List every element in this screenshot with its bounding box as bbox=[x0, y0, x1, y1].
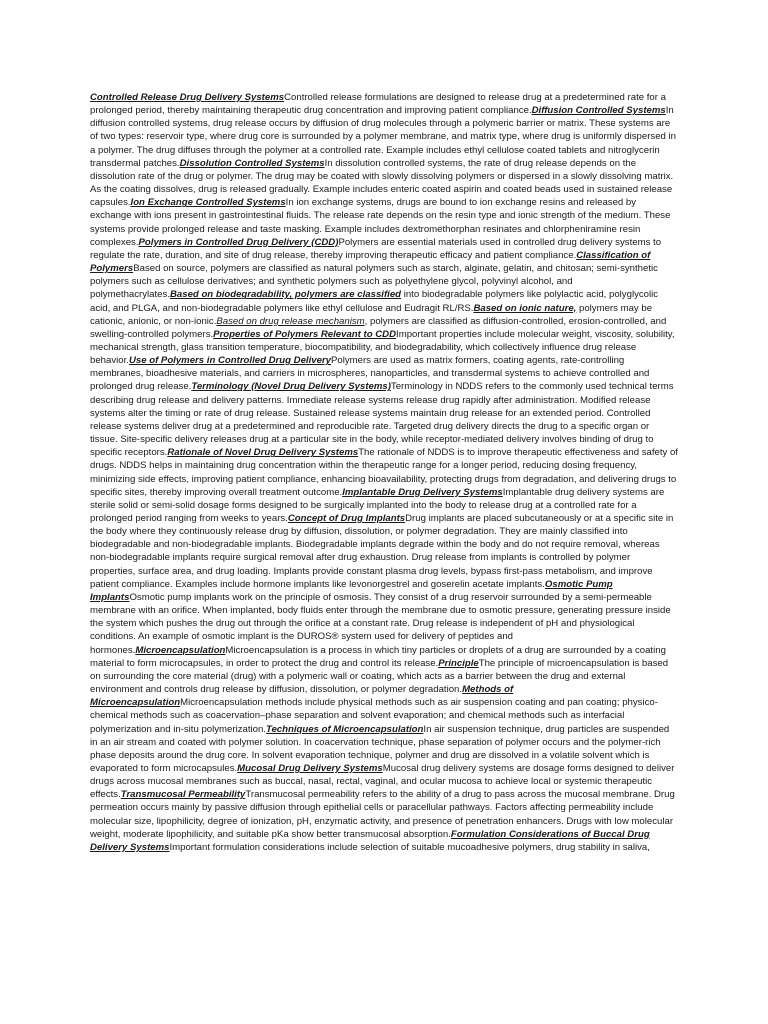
section-text: Mucosal drug delivery systems are dosage forms designed to deliver drugs across mucosal membranes such as buccal, nasal, rectal, vaginal, and ocular mucosa to achieve local or systemic therapeutic effects. bbox=[90, 762, 675, 801]
section-heading: Terminology (Novel Drug Delivery Systems) bbox=[191, 381, 391, 393]
section-heading: Use of Polymers in Controlled Drug Delivery bbox=[128, 355, 331, 367]
body-paragraph bbox=[90, 91, 678, 854]
section-text: , polymers are classified as diffusion-controlled, erosion-controlled, and swelling-controlled polymers. bbox=[90, 315, 667, 340]
section-heading: Techniques of Microencapsulation bbox=[265, 723, 424, 735]
section-heading: Ion Exchange Controlled Systems bbox=[130, 197, 286, 209]
document-page bbox=[90, 91, 678, 931]
section-heading: Transmucosal Permeability bbox=[120, 789, 246, 801]
section-heading: Osmotic Pump Implants bbox=[90, 578, 613, 603]
section-heading: Properties of Polymers Relevant to CDD bbox=[213, 328, 397, 340]
section-text: Microencapsulation methods include physical methods such as air suspension coating and pan coating; physico-chemical methods such as coacervation–phase separation and solvent evaporation; and chemical methods such as interfacial polymerization and in-situ polymerization. bbox=[90, 697, 658, 735]
section-text: In dissolution controlled systems, the rate of drug release depends on the dissolution rate of the drug or polymer. The drug may be coated with slowly dissolving polymers or dispersed in a slowly dissolving matrix. As the coating dissolves, drug is released gradually. Example includes enteric coated aspirin and coated beads used in sustained release capsules. bbox=[90, 157, 674, 209]
section-heading: Principle bbox=[438, 657, 479, 669]
section-text: The rationale of NDDS is to improve therapeutic effectiveness and safety of drugs. NDDS helps in maintaining drug concentration within the therapeutic range for a longer period, reducing dosing frequency, minimizing side effects, improving patient compliance, enhancing bioavailability, protecting drugs from degradation, and delivering drugs to specific sites, thereby improving overall treatment outcome. bbox=[90, 447, 678, 498]
section-heading: Concept of Drug Implants bbox=[287, 513, 406, 524]
section-heading: Classification of Polymers bbox=[90, 249, 651, 275]
section-text: Implantable drug delivery systems are sterile solid or semi-solid dosage forms designed to be surgically implanted into the body to release drug at a controlled rate for a prolonged period ranging from weeks to years. bbox=[90, 486, 665, 524]
section-heading: Methods of Microencapsulation bbox=[90, 684, 514, 709]
section-heading: Implantable Drug Delivery Systems bbox=[342, 486, 503, 498]
section-text: Drug implants are placed subcutaneously or at a specific site in the body where they continuously release drug by diffusion, dissolution, or polymer degradation. They are mainly classified into biodegradable and non-biodegradable implants. Biodegradable implants degrade within the body and do not require removal, whereas non-biodegradable implants require surgical removal after drug exhaustion. Drug release from implants is controlled by polymer properties, surface area, and drug loading. Implants provide constant plasma drug levels, bypass first-pass metabolism, and improve patient compliance. Examples include hormone implants like levonorgestrel and goserelin acetate implants. bbox=[90, 513, 674, 590]
section-text: polymers may be cationic, anionic, or non-ionic. bbox=[90, 302, 653, 327]
section-text: Osmotic pump implants work on the principle of osmosis. They consist of a drug reservoir surrounded by a semi-permeable membrane with an orifice. When implanted, body fluids enter through the membrane due to osmotic pressure, generating pressure inside the system which pushes the drug out through the orifice at a constant rate. Drug release is independent of pH and physiological conditions. An example of osmotic implant is the DUROS® system used for delivery of peptides and hormones. bbox=[90, 591, 671, 656]
section-text: In air suspension technique, drug particles are suspended in an air stream and coated with polymer solution. In coacervation technique, phase separation of polymer occurs and the polymer-rich phase deposits around the drug core. In solvent evaporation technique, polymer and drug are dissolved in a volatile solvent which is evaporated to form microcapsules. bbox=[90, 723, 670, 774]
section-heading: Based on ionic nature, bbox=[473, 302, 577, 314]
section-heading: Based on drug release mechanism bbox=[216, 315, 365, 327]
section-text: The principle of microencapsulation is based on surrounding the core material (drug) with a polymeric wall or coating, which acts as a barrier between the drug and external environment and controls drug release by diffusion, dissolution, or polymer degradation. bbox=[90, 657, 669, 696]
section-heading: Controlled Release Drug Delivery Systems bbox=[90, 92, 285, 103]
section-text: Polymers are used as matrix formers, coating agents, rate-controlling membranes, bioadhesive materials, and carriers in microspheres, nanoparticles, and transdermal systems to achieve controlled and prolonged drug release. bbox=[90, 355, 650, 393]
section-text: Microencapsulation is a process in which tiny particles or droplets of a drug are surrounded by a coating material to form microcapsules, in order to protect the drug and control its release. bbox=[90, 644, 666, 669]
section-heading: Microencapsulation bbox=[135, 644, 226, 656]
section-text: In diffusion controlled systems, drug release occurs by diffusion of drug molecules through a polymeric barrier or matrix. These systems are of two types: reservoir type, where drug core is surrounded by a polymer membrane, and matrix type, where drug is uniformly dispersed in a polymer. The drug diffuses through the polymer at a controlled rate. Example includes ethyl cellulose coated tablets and nitroglycerin transdermal patches. bbox=[90, 105, 677, 169]
section-heading: Polymers in Controlled Drug Delivery (CDD) bbox=[138, 236, 339, 248]
section-heading: Mucosal Drug Delivery Systems bbox=[237, 762, 383, 774]
section-text: Controlled release formulations are designed to release drug at a predetermined rate for a prolonged period, thereby maintaining therapeutic drug concentration and improving patient compliance. bbox=[90, 92, 666, 117]
section-text: Based on source, polymers are classified as natural polymers such as starch, alginate, gelatin, and chitosan; semi-synthetic polymers such as cellulose derivatives; and synthetic polymers such as polyethylene glycol, polyvinyl alcohol, and polymethacrylates. bbox=[90, 263, 658, 301]
section-text: Important properties include molecular weight, viscosity, solubility, mechanical strength, glass transition temperature, biocompatibility, and biodegradability, which collectively influence drug release behavior. bbox=[90, 328, 675, 367]
section-text: Polymers are essential materials used in controlled drug delivery systems to regulate the rate, duration, and site of drug release, thereby improving therapeutic efficacy and patient compliance. bbox=[90, 236, 662, 261]
section-heading: Dissolution Controlled Systems bbox=[179, 157, 325, 169]
section-heading: Rationale of Novel Drug Delivery Systems bbox=[167, 447, 359, 459]
section-text: In ion exchange systems, drugs are bound to ion exchange resins and released by exchange with ions present in gastrointestinal fluids. The release rate depends on the resin type and ionic strength of the medium. These systems provide prolonged release and taste masking. Example includes dextromethorphan resinates and chlorpheniramine resin complexes. bbox=[90, 197, 671, 248]
section-text: Transmucosal permeability refers to the ability of a drug to pass across the mucosal membrane. Drug permeation occurs mainly by passive diffusion through epithelial cells or paracellular pathways. Factors affecting permeability include molecular size, lipophilicity, degree of ionization, pH, enzymatic activity, and presence of penetration enhancers. Drugs with low molecular weight, moderate lipophilicity, and suitable pKa show better transmucosal absorption. bbox=[90, 789, 675, 840]
section-text: Important formulation considerations include selection of suitable mucoadhesive polymers, drug stability in saliva, bbox=[169, 841, 650, 853]
section-heading: Based on biodegradability, polymers are classified bbox=[169, 289, 402, 301]
section-text: into biodegradable polymers like polylactic acid, polyglycolic acid, and PLGA, and non-biodegradable polymers like ethyl cellulose and Eudragit RL/RS. bbox=[90, 289, 659, 314]
section-heading: Diffusion Controlled Systems bbox=[531, 105, 666, 117]
section-heading: Formulation Considerations of Buccal Drug Delivery Systems bbox=[90, 828, 650, 853]
section-text: Terminology in NDDS refers to the commonly used technical terms describing drug release and delivery patterns. Immediate release systems release drug rapidly after administration. Modified release systems alter the timing or rate of drug release. Sustained release systems maintain drug release for an extended period. Controlled release systems deliver drug at a predetermined and reproducible rate. Targeted drug delivery directs the drug to a specific organ or tissue. Site-specific delivery releases drug at a particular site in the body, while receptor-mediated delivery involves binding of drug to specific receptors. bbox=[90, 381, 674, 459]
